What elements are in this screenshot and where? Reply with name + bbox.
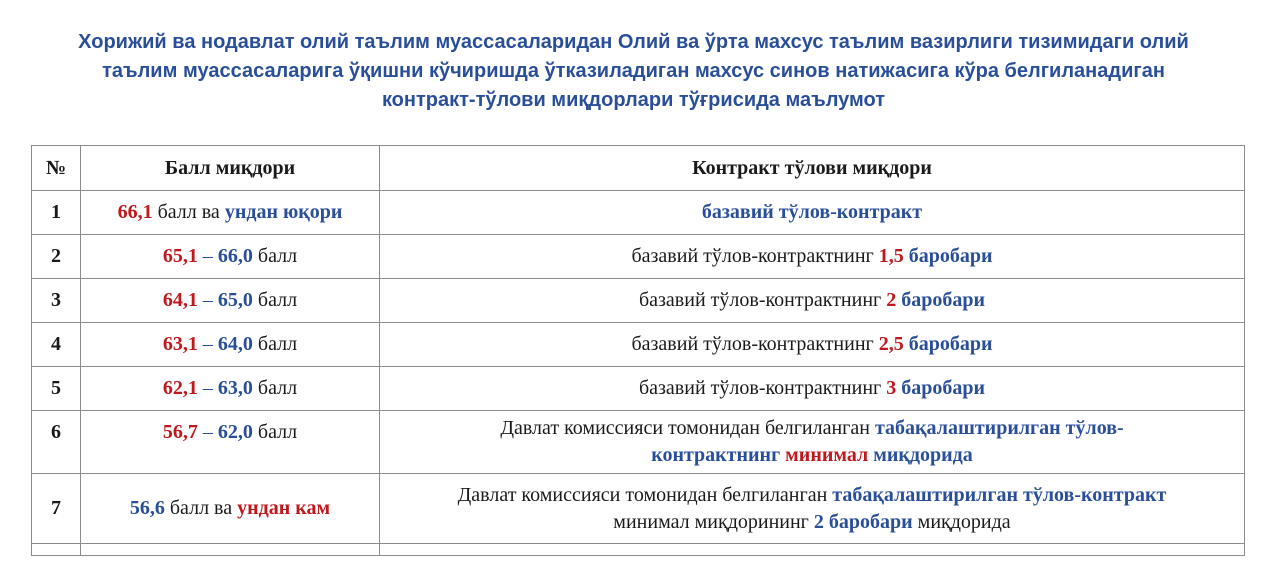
- score-unit: балл: [252, 289, 298, 311]
- contract-multiplier: 2: [886, 289, 897, 311]
- contract-times: баробари: [903, 245, 993, 267]
- contract-cell: [380, 191, 1245, 235]
- contract-table: [31, 145, 1245, 556]
- score-to: 62,0: [217, 421, 253, 443]
- contract-suffix: миқдорида: [912, 510, 1011, 533]
- score-value: 66,1: [117, 201, 153, 223]
- contract-multiplier: 2 баробари: [813, 510, 913, 533]
- score-to: 64,0: [217, 333, 253, 355]
- header-score: Балл миқдори: [81, 146, 380, 191]
- header-no: №: [32, 146, 81, 191]
- score-unit: балл: [252, 421, 298, 443]
- table-row: [32, 367, 1245, 411]
- contract-cell: [380, 367, 1245, 411]
- score-cell-empty: [81, 544, 380, 556]
- score-value: 56,6: [129, 497, 165, 519]
- score-cell: [81, 474, 380, 544]
- row-number: 6: [32, 411, 81, 474]
- contract-emphasis: табақалаштирилган тўлов-контракт: [832, 483, 1167, 506]
- score-text: балл ва: [152, 201, 225, 223]
- score-unit: балл: [252, 333, 298, 355]
- score-text: балл ва: [164, 497, 238, 519]
- row-number: 4: [32, 323, 81, 367]
- score-to: 63,0: [217, 377, 253, 399]
- row-number-empty: [32, 544, 81, 556]
- contract-text: базавий тўлов-контрактнинг: [638, 289, 887, 311]
- row-number: 5: [32, 367, 81, 411]
- contract-multiplier: 2,5: [878, 333, 904, 355]
- score-cell: [81, 323, 380, 367]
- row-number: 3: [32, 279, 81, 323]
- score-dash: –: [197, 245, 218, 267]
- score-from: 62,1: [162, 377, 198, 399]
- table-row: [32, 191, 1245, 235]
- score-cell: [81, 235, 380, 279]
- contract-minimal: минимал: [785, 444, 869, 466]
- table-row: [32, 474, 1245, 544]
- score-from: 65,1: [162, 245, 198, 267]
- table-row: [32, 411, 1245, 474]
- row-number: 2: [32, 235, 81, 279]
- table-row: [32, 235, 1245, 279]
- contract-multiplier: 1,5: [878, 245, 904, 267]
- score-cell: [81, 279, 380, 323]
- title-line-3: контракт-тўлови миқдорлари тўғрисида маълумот: [381, 89, 886, 111]
- contract-cell: [380, 279, 1245, 323]
- score-unit: балл: [252, 245, 298, 267]
- contract-text: базавий тўлов-контрактнинг: [631, 245, 879, 267]
- contract-text-2: минимал миқдорининг: [613, 510, 814, 533]
- page-title: [20, 28, 1247, 115]
- contract-times: баробари: [896, 377, 986, 399]
- row-number: 1: [32, 191, 81, 235]
- score-to: 66,0: [217, 245, 253, 267]
- table-row: [32, 323, 1245, 367]
- score-cell: [81, 191, 380, 235]
- contract-emphasis: табақалаштирилган тўлов-контрактнинг: [651, 417, 1124, 466]
- contract-suffix: миқдорида: [868, 444, 973, 466]
- table-header-row: [32, 146, 1245, 191]
- contract-cell: [380, 411, 1245, 474]
- score-cell: [81, 367, 380, 411]
- title-line-1: Хорижий ва нодавлат олий таълим муассасаларидан Олий ва ўрта махсус таълим вазирлиги тизимидаги олий: [78, 31, 1189, 53]
- score-cell: [81, 411, 380, 474]
- contract-text: базавий тўлов-контрактнинг: [631, 333, 879, 355]
- header-contract: Контракт тўлови миқдори: [380, 146, 1245, 191]
- contract-times: баробари: [903, 333, 993, 355]
- contract-cell: [380, 235, 1245, 279]
- contract-text: Давлат комиссияси томонидан белгиланган: [457, 483, 833, 506]
- contract-cell: [380, 474, 1245, 544]
- title-line-2: таълим муассасаларига ўқишни кўчиришда ўтказиладиган махсус синов натижасига кўра белгиланадиган: [102, 60, 1165, 82]
- score-dash: –: [197, 333, 218, 355]
- contract-text: базавий тўлов-контрактнинг: [638, 377, 887, 399]
- table-row-partial: [32, 544, 1245, 556]
- score-qualifier: ундан юқори: [224, 201, 343, 223]
- contract-text: Давлат комиссияси томонидан белгиланган: [500, 417, 875, 439]
- score-unit: балл: [252, 377, 298, 399]
- contract-cell: [380, 323, 1245, 367]
- score-dash: –: [197, 289, 218, 311]
- score-to: 65,0: [217, 289, 253, 311]
- contract-text: базавий тўлов-контракт: [701, 201, 923, 223]
- score-from: 64,1: [162, 289, 198, 311]
- score-dash: –: [197, 377, 218, 399]
- score-qualifier: ундан кам: [237, 497, 331, 519]
- contract-multiplier: 3: [886, 377, 897, 399]
- table-row: [32, 279, 1245, 323]
- score-from: 56,7: [162, 421, 198, 443]
- contract-times: баробари: [896, 289, 986, 311]
- score-from: 63,1: [162, 333, 198, 355]
- score-dash: –: [197, 421, 218, 443]
- row-number: 7: [32, 474, 81, 544]
- contract-cell-empty: [380, 544, 1245, 556]
